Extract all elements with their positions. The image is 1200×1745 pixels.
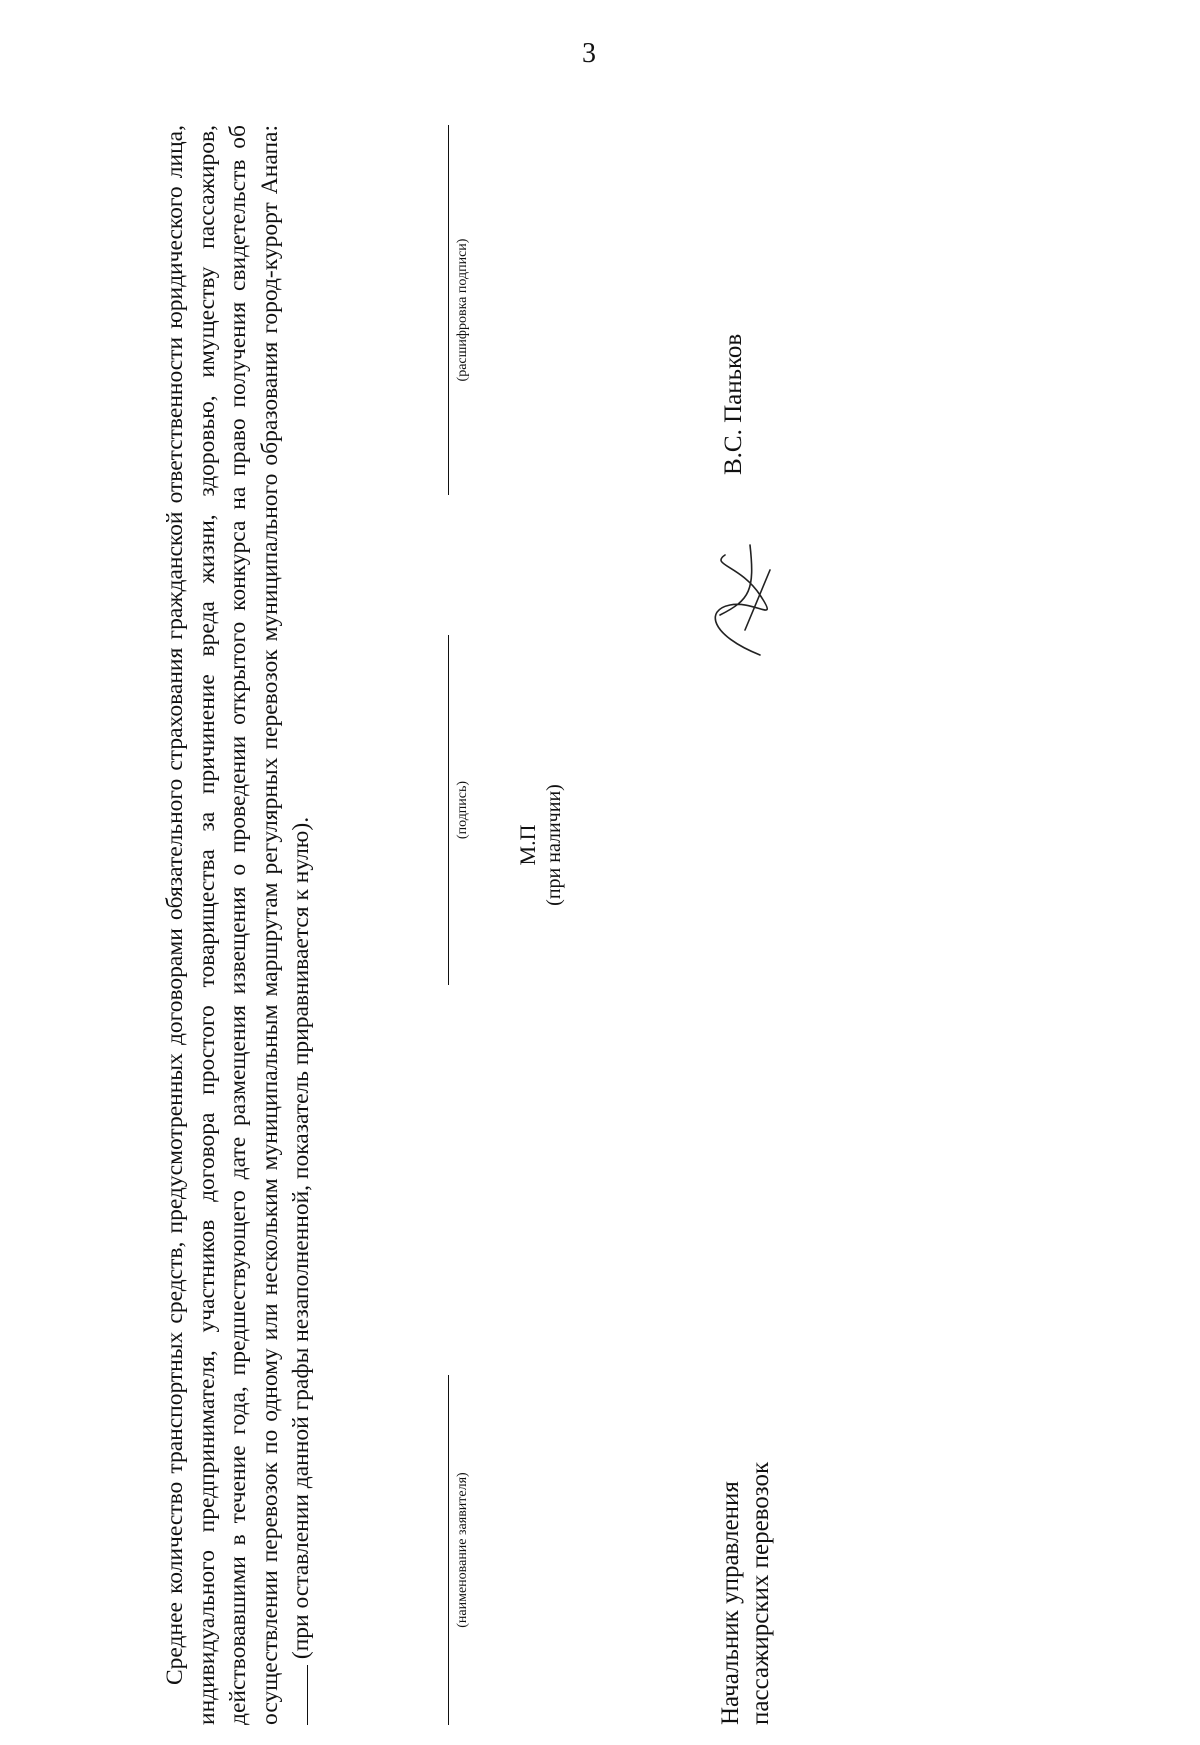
paragraph-note: (при оставлении данной графы незаполненной, показатель приравнивается к нулю). (288, 816, 314, 1660)
stamp-placeholder (515, 775, 567, 915)
fill-in-blank[interactable] (289, 1665, 308, 1725)
signature-caption: (подпись) (455, 780, 470, 840)
signature-field[interactable] (448, 635, 505, 985)
handwritten-signature (690, 535, 790, 665)
position-line-2: пассажирских перевозок (747, 1461, 774, 1725)
signature-decode-caption: (расшифровка подписи) (455, 238, 470, 382)
applicant-name-field[interactable] (448, 1375, 505, 1725)
signature-decode-field[interactable] (448, 125, 505, 495)
official-name: В.С. Паньков (720, 333, 747, 475)
stamp-label: М.П (515, 824, 540, 866)
stamp-note: (при наличии) (543, 784, 565, 906)
page-number: 3 (582, 38, 596, 69)
main-paragraph (160, 125, 318, 1725)
applicant-name-caption: (наименование заявителя) (455, 1472, 470, 1628)
official-position (716, 1325, 776, 1725)
paragraph-text: Среднее количество транспортных средств, предусмотренных договорами обязательного страхования гражданской ответственности юридического лица, индивидуального предпринимателя, участников договора простого товарищества за причинение вреда жизни, здоровью, имуществу пассажиров, действовавшими в течение года, предшествующего дате размещения извещения о проведении открытого конкурса на право получения свидетельств об осуществлении перевозок по одному или нескольким муниципальным маршрутам регулярных перевозок муниципального образования город-курорт Анапа: (162, 125, 283, 1725)
position-line-1: Начальник управления (717, 1481, 744, 1725)
document-body (160, 105, 800, 1745)
signature-row (448, 125, 498, 1725)
